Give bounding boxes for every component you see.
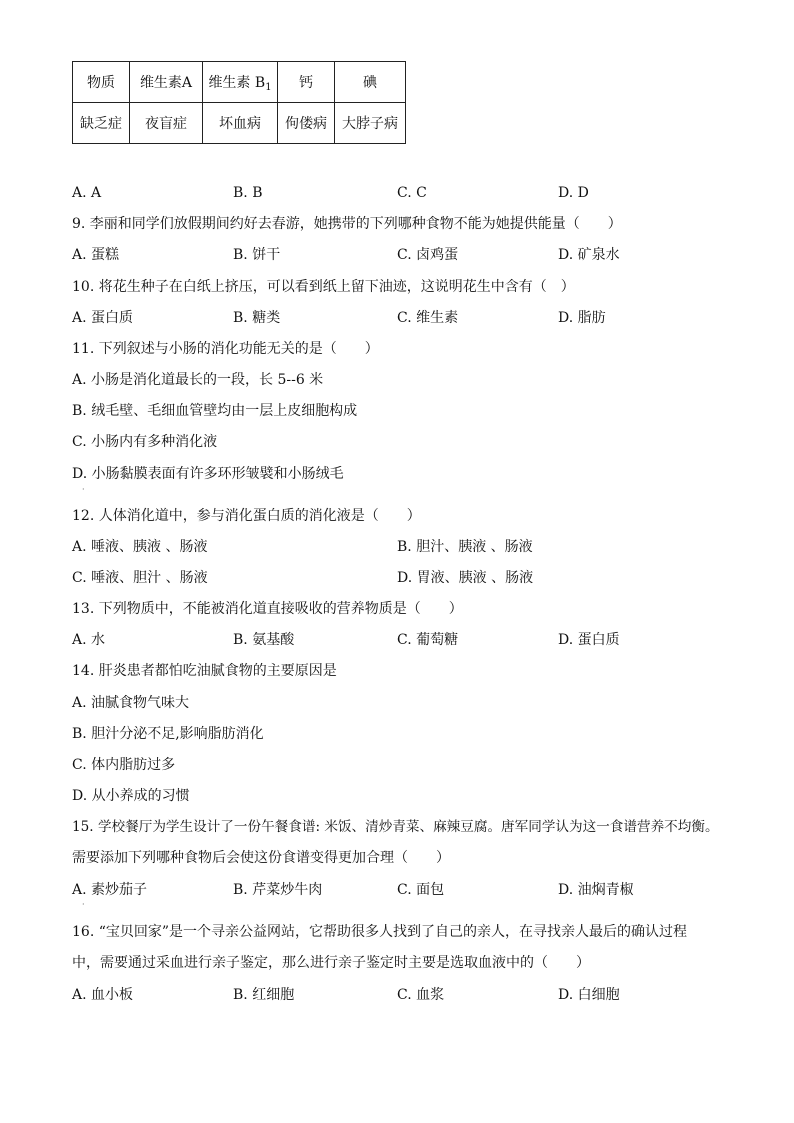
q15-option-c[interactable]: C. 面包 [397, 882, 445, 898]
table-cell [203, 62, 278, 103]
q16-option-b[interactable]: B. 红细胞 [233, 987, 295, 1003]
q11-option-d[interactable]: D. 小肠黏膜表面有许多环形皱襞和小肠绒毛 [72, 466, 344, 482]
q14-option-b[interactable]: B. 胆汁分泌不足,影响脂肪消化 [72, 726, 264, 742]
table-cell: 佝偻病 [278, 103, 335, 144]
q13-option-b[interactable]: B. 氨基酸 [233, 632, 295, 648]
q10-stem: 10. 将花生种子在白纸上挤压，可以看到纸上留下油迹，这说明花生中含有（ ） [72, 279, 575, 295]
q8-option-b[interactable]: B. B [233, 185, 263, 201]
q12-option-d[interactable]: D. 胃液、胰液 、肠液 [397, 570, 534, 586]
q16-stem-line-1: 16. “宝贝回家”是一个寻亲公益网站，它帮助很多人找到了自己的亲人，在寻找亲人最后的确认过程 [72, 924, 688, 940]
q16-option-d[interactable]: D. 白细胞 [558, 987, 620, 1003]
table-cell-text: 维生素 B [208, 74, 266, 91]
table-cell: 缺乏症 [73, 103, 130, 144]
q14-option-c[interactable]: C. 体内脂肪过多 [72, 757, 176, 773]
q14-option-a[interactable]: A. 油腻食物气味大 [72, 695, 190, 711]
q11-option-c[interactable]: C. 小肠内有多种消化液 [72, 434, 218, 450]
table-row [73, 103, 406, 144]
q10-option-d[interactable]: D. 脂肪 [558, 310, 606, 326]
q15-option-d[interactable]: D. 油焖青椒 [558, 882, 634, 898]
table-cell: 物质 [73, 62, 130, 103]
table-cell: 大脖子病 [335, 103, 406, 144]
q12-stem: 12. 人体消化道中，参与消化蛋白质的消化液是（ ） [72, 508, 421, 524]
q9-option-c[interactable]: C. 卤鸡蛋 [397, 247, 459, 263]
q9-option-b[interactable]: B. 饼干 [233, 247, 281, 263]
q16-option-c[interactable]: C. 血浆 [397, 987, 445, 1003]
q15-option-b[interactable]: B. 芹菜炒牛肉 [233, 882, 323, 898]
q10-option-a[interactable]: A. 蛋白质 [72, 310, 134, 326]
q15-option-a[interactable]: A. 素炒茄子 [72, 882, 148, 898]
q9-stem: 9. 李丽和同学们放假期间约好去春游，她携带的下列哪种食物不能为她提供能量（ ） [72, 216, 622, 232]
q13-stem: 13. 下列物质中，不能被消化道直接吸收的营养物质是（ ） [72, 601, 463, 617]
q11-stem: 11. 下列叙述与小肠的消化功能无关的是（ ） [72, 341, 379, 357]
q14-stem: 14. 肝炎患者都怕吃油腻食物的主要原因是 [72, 663, 337, 679]
stray-mark: · [82, 485, 85, 494]
q12-option-b[interactable]: B. 胆汁、胰液 、肠液 [397, 539, 533, 555]
q8-option-d[interactable]: D. D [558, 185, 589, 201]
q8-option-c[interactable]: C. C [397, 185, 427, 201]
table-cell: 坏血病 [203, 103, 278, 144]
q12-option-a[interactable]: A. 唾液、胰液 、肠液 [72, 539, 208, 555]
table-row [73, 62, 406, 103]
table-cell: 钙 [278, 62, 335, 103]
table-cell: 夜盲症 [130, 103, 203, 144]
q16-stem-line-2: 中，需要通过采血进行亲子鉴定，那么进行亲子鉴定时主要是选取血液中的（ ） [72, 955, 590, 971]
nutrient-deficiency-table [72, 61, 406, 144]
q10-option-b[interactable]: B. 糖类 [233, 310, 281, 326]
q12-option-c[interactable]: C. 唾液、胆汁 、肠液 [72, 570, 208, 586]
q11-option-b[interactable]: B. 绒毛壁、毛细血管壁均由一层上皮细胞构成 [72, 403, 358, 419]
q15-stem-line-1: 15. 学校餐厅为学生设计了一份午餐食谱: 米饭、清炒青菜、麻辣豆腐。唐军同学认为这一食谱营养不均衡。 [72, 819, 719, 835]
q11-option-a[interactable]: A. 小肠是消化道最长的一段，长 5--6 米 [72, 372, 324, 388]
stray-mark: · [82, 900, 85, 909]
q9-option-a[interactable]: A. 蛋糕 [72, 247, 120, 263]
q13-option-d[interactable]: D. 蛋白质 [558, 632, 620, 648]
q13-option-c[interactable]: C. 葡萄糖 [397, 632, 459, 648]
subscript: 1 [265, 81, 272, 93]
q13-option-a[interactable]: A. 水 [72, 632, 106, 648]
q9-option-d[interactable]: D. 矿泉水 [558, 247, 620, 263]
q8-option-a[interactable]: A. A [72, 185, 102, 201]
q16-option-a[interactable]: A. 血小板 [72, 987, 134, 1003]
q14-option-d[interactable]: D. 从小养成的习惯 [72, 788, 190, 804]
table-cell: 维生素A [130, 62, 203, 103]
q15-stem-line-2: 需要添加下列哪种食物后会使这份食谱变得更加合理（ ） [72, 850, 450, 866]
q10-option-c[interactable]: C. 维生素 [397, 310, 459, 326]
table-cell: 碘 [335, 62, 406, 103]
